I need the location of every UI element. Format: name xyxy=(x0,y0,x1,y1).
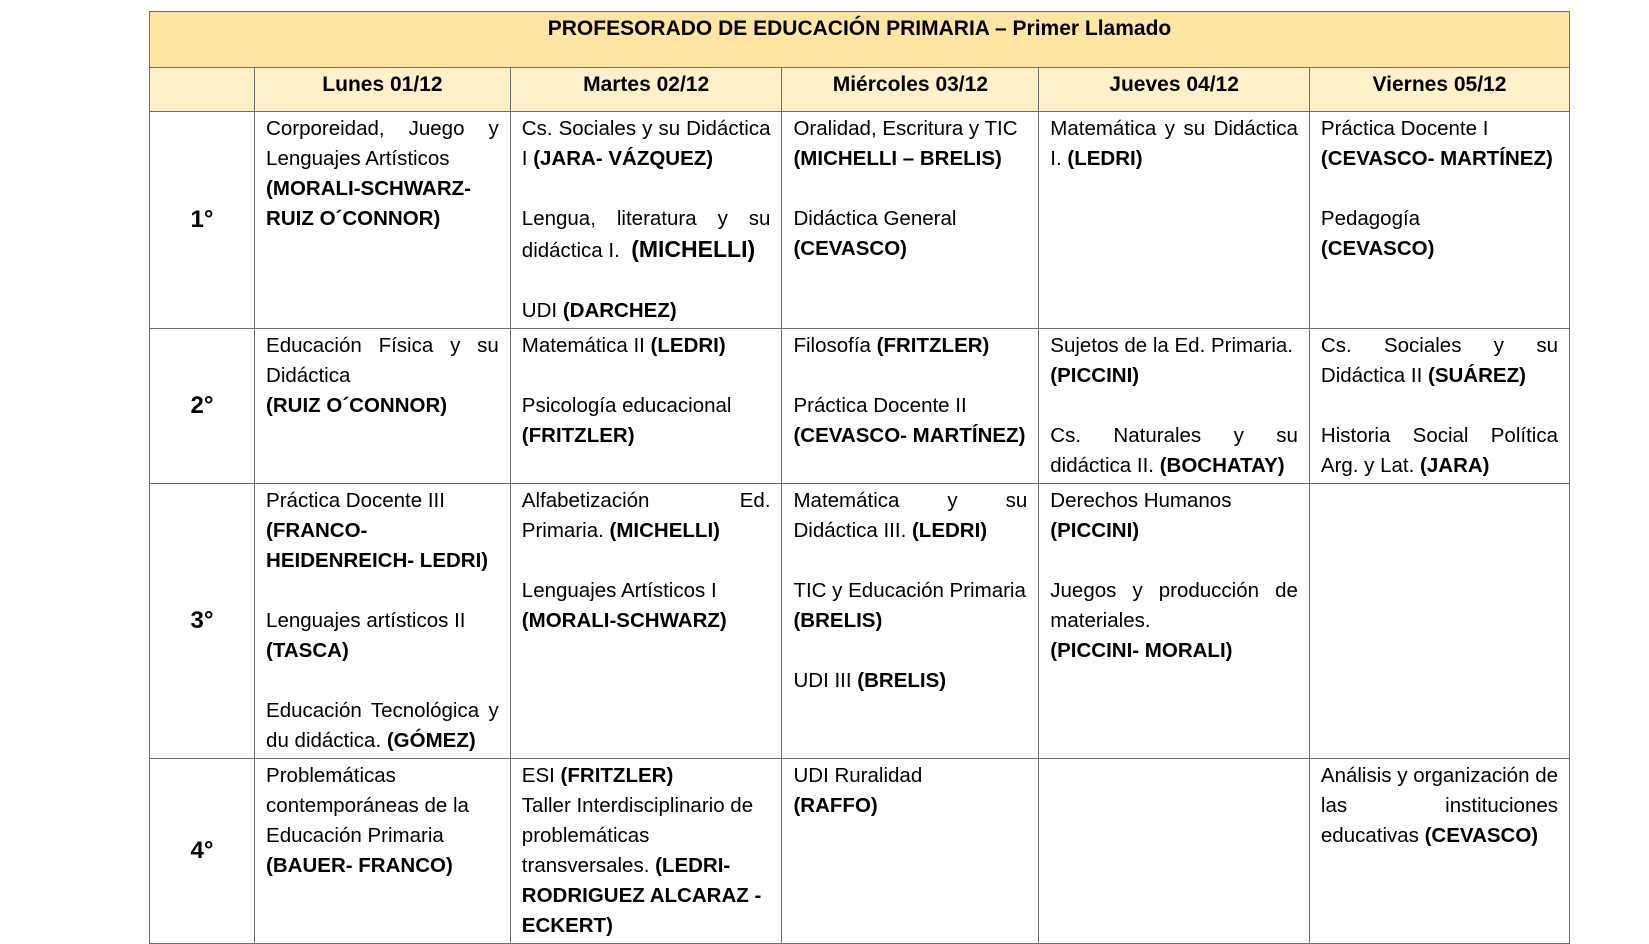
exam-entry xyxy=(793,761,1027,821)
teacher-names: (CEVASCO- MARTÍNEZ) xyxy=(793,424,1026,447)
teacher-names: (BAUER- FRANCO) xyxy=(266,854,453,877)
table-title: PROFESORADO DE EDUCACIÓN PRIMARIA – Primer Llamado xyxy=(150,12,1570,68)
cell-year4-friday xyxy=(1309,759,1569,944)
subject-name: UDI Ruralidad xyxy=(793,764,923,787)
exam-entry xyxy=(1321,421,1558,481)
cell-year2-tuesday xyxy=(510,329,782,484)
teacher-names: (BOCHATAY) xyxy=(1159,454,1285,477)
teacher-names: (CEVASCO- MARTÍNEZ) xyxy=(1320,147,1553,170)
subject-name: TIC y Educación Primaria xyxy=(793,579,1026,602)
subject-name: Análisis y organización de las instituciones educativas xyxy=(1320,764,1558,847)
exam-entry xyxy=(1321,114,1558,174)
exam-entry xyxy=(522,331,771,361)
year-row-3 xyxy=(150,484,1570,759)
cell-year1-friday xyxy=(1309,112,1569,329)
exam-entry xyxy=(1050,486,1298,546)
subject-name: Historia Social Política Arg. y Lat. xyxy=(1320,424,1558,477)
teacher-names: (MICHELLI) xyxy=(609,519,720,542)
exam-entry xyxy=(1050,331,1298,391)
subject-name: Educación Física y su Didáctica xyxy=(266,334,499,387)
exam-entry xyxy=(1321,761,1558,851)
exam-entry xyxy=(793,391,1027,451)
cell-year4-tuesday xyxy=(510,759,782,944)
day-header-wednesday: Miércoles 03/12 xyxy=(782,68,1039,112)
year-row-1 xyxy=(150,112,1570,329)
exam-entry xyxy=(522,296,771,326)
teacher-names: (JARA) xyxy=(1420,454,1490,477)
teacher-names: (MICHELLI – BRELIS) xyxy=(793,147,1002,170)
cell-year1-thursday xyxy=(1039,112,1310,329)
exam-entry xyxy=(522,114,771,174)
teacher-names: (LEDRI) xyxy=(911,519,988,542)
exam-entry xyxy=(266,696,499,756)
subject-name: Lenguajes Artísticos I xyxy=(521,579,717,602)
subject-name: UDI xyxy=(521,299,558,322)
teacher-names: (FRITZLER) xyxy=(521,424,635,447)
teacher-names: (PICCINI- MORALI) xyxy=(1050,639,1233,662)
exam-entry xyxy=(1050,576,1298,666)
day-header-friday: Viernes 05/12 xyxy=(1309,68,1569,112)
exam-entry xyxy=(522,791,771,941)
cell-year4-thursday-empty xyxy=(1039,759,1310,944)
year-label: 2° xyxy=(150,329,255,484)
cell-year1-monday xyxy=(255,112,511,329)
teacher-names: (CEVASCO) xyxy=(1320,237,1435,260)
year-row-4 xyxy=(150,759,1570,944)
cell-year3-wednesday xyxy=(782,484,1039,759)
teacher-names: (MICHELLI) xyxy=(631,236,756,262)
teacher-names: (FRANCO-HEIDENREICH- LEDRI) xyxy=(266,519,489,572)
subject-name: Oralidad, Escritura y TIC xyxy=(793,117,1018,140)
subject-name: Práctica Docente II xyxy=(793,394,967,417)
subject-name: Alfabetización Ed. Primaria. xyxy=(521,489,771,542)
year-label: 1° xyxy=(150,112,255,329)
exam-entry xyxy=(522,391,771,451)
teacher-names: (LEDRI) xyxy=(1067,147,1143,170)
teacher-names: (TASCA) xyxy=(266,639,349,662)
subject-name: Matemática y su Didáctica III. xyxy=(793,489,1028,542)
exam-schedule-table xyxy=(149,11,1570,944)
cell-year2-monday xyxy=(255,329,511,484)
exam-entry xyxy=(522,576,771,636)
teacher-names: (GÓMEZ) xyxy=(386,729,476,752)
teacher-names: (FRITZLER) xyxy=(876,334,990,357)
subject-name: Problemáticas contemporáneas de la Educación Primaria xyxy=(266,764,469,847)
teacher-names: (CEVASCO) xyxy=(793,237,907,260)
exam-entry xyxy=(793,204,1027,264)
exam-entry xyxy=(793,666,1027,696)
corner-cell xyxy=(150,68,255,112)
exam-entry xyxy=(522,486,771,546)
day-header-thursday: Jueves 04/12 xyxy=(1039,68,1310,112)
teacher-names: (DARCHEZ) xyxy=(562,299,677,322)
cell-year3-thursday xyxy=(1039,484,1310,759)
subject-name: Cs. Sociales y su Didáctica II xyxy=(1320,334,1558,387)
days-header-row xyxy=(150,68,1570,112)
subject-name: Lengua, literatura y su didáctica I. xyxy=(521,207,771,262)
subject-name: Sujetos de la Ed. Primaria. xyxy=(1050,334,1293,357)
subject-name: Corporeidad, Juego y Lenguajes Artísticos xyxy=(266,117,499,170)
teacher-names: (BRELIS) xyxy=(793,609,883,632)
cell-year1-wednesday xyxy=(782,112,1039,329)
teacher-names: (MORALI-SCHWARZ) xyxy=(521,609,727,632)
cell-year1-tuesday xyxy=(510,112,782,329)
exam-entry xyxy=(266,606,499,666)
year-label: 3° xyxy=(150,484,255,759)
teacher-names: (LEDRI) xyxy=(650,334,726,357)
subject-name: Educación Tecnológica y du didáctica. xyxy=(266,699,499,752)
exam-entry xyxy=(1321,204,1558,264)
subject-name: Didáctica General xyxy=(793,207,957,230)
subject-name: Taller Interdisciplinario de problemáticas transversales. xyxy=(521,794,754,877)
exam-entry xyxy=(266,761,499,881)
cell-year4-wednesday xyxy=(782,759,1039,944)
cell-year2-thursday xyxy=(1039,329,1310,484)
teacher-names: (SUÁREZ) xyxy=(1428,364,1526,387)
cell-year2-friday xyxy=(1309,329,1569,484)
cell-year3-friday-empty xyxy=(1309,484,1569,759)
year-label: 4° xyxy=(150,759,255,944)
subject-name: Matemática II xyxy=(521,334,645,357)
teacher-names: (FRITZLER) xyxy=(560,764,674,787)
teacher-names: (PICCINI) xyxy=(1050,519,1140,542)
subject-name: Juegos y producción de materiales. xyxy=(1050,579,1298,632)
subject-name: Pedagogía xyxy=(1320,207,1421,230)
cell-year4-monday xyxy=(255,759,511,944)
cell-year2-wednesday xyxy=(782,329,1039,484)
exam-entry xyxy=(522,761,771,791)
year-row-2 xyxy=(150,329,1570,484)
subject-name: Lenguajes artísticos II xyxy=(266,609,466,632)
teacher-names: (JARA- VÁZQUEZ) xyxy=(533,147,714,170)
subject-name: Psicología educacional xyxy=(521,394,732,417)
subject-name: Cs. Naturales y su didáctica II. xyxy=(1050,424,1298,477)
subject-name: UDI III xyxy=(793,669,852,692)
subject-name: ESI xyxy=(521,764,555,787)
exam-entry xyxy=(1321,331,1558,391)
exam-entry xyxy=(793,114,1027,174)
exam-entry xyxy=(1050,114,1298,174)
teacher-names: (BRELIS) xyxy=(857,669,947,692)
subject-name: Práctica Docente III xyxy=(266,489,445,512)
teacher-names: (CEVASCO) xyxy=(1424,824,1539,847)
subject-name: Práctica Docente I xyxy=(1320,117,1489,140)
teacher-names: (MORALI-SCHWARZ-RUIZ O´CONNOR) xyxy=(266,177,472,230)
exam-entry xyxy=(266,331,499,421)
day-header-monday: Lunes 01/12 xyxy=(255,68,511,112)
teacher-names: (RUIZ O´CONNOR) xyxy=(266,394,448,417)
exam-entry xyxy=(266,486,499,576)
subject-name: Matemática y su Didáctica I. xyxy=(1050,117,1298,170)
exam-entry xyxy=(793,331,1027,361)
title-row xyxy=(150,12,1570,68)
cell-year3-monday xyxy=(255,484,511,759)
exam-entry xyxy=(266,114,499,234)
subject-name: Filosofía xyxy=(793,334,871,357)
cell-year3-tuesday xyxy=(510,484,782,759)
teacher-names: (LEDRI-RODRIGUEZ ALCARAZ - ECKERT) xyxy=(521,854,762,937)
subject-name: Derechos Humanos xyxy=(1050,489,1232,512)
teacher-names: (RAFFO) xyxy=(793,794,878,817)
exam-entry xyxy=(522,204,771,266)
subject-name: Cs. Sociales y su Didáctica I xyxy=(521,117,771,170)
teacher-names: (PICCINI) xyxy=(1050,364,1140,387)
exam-entry xyxy=(793,486,1027,546)
exam-entry xyxy=(793,576,1027,636)
exam-entry xyxy=(1050,421,1298,481)
day-header-tuesday: Martes 02/12 xyxy=(510,68,782,112)
